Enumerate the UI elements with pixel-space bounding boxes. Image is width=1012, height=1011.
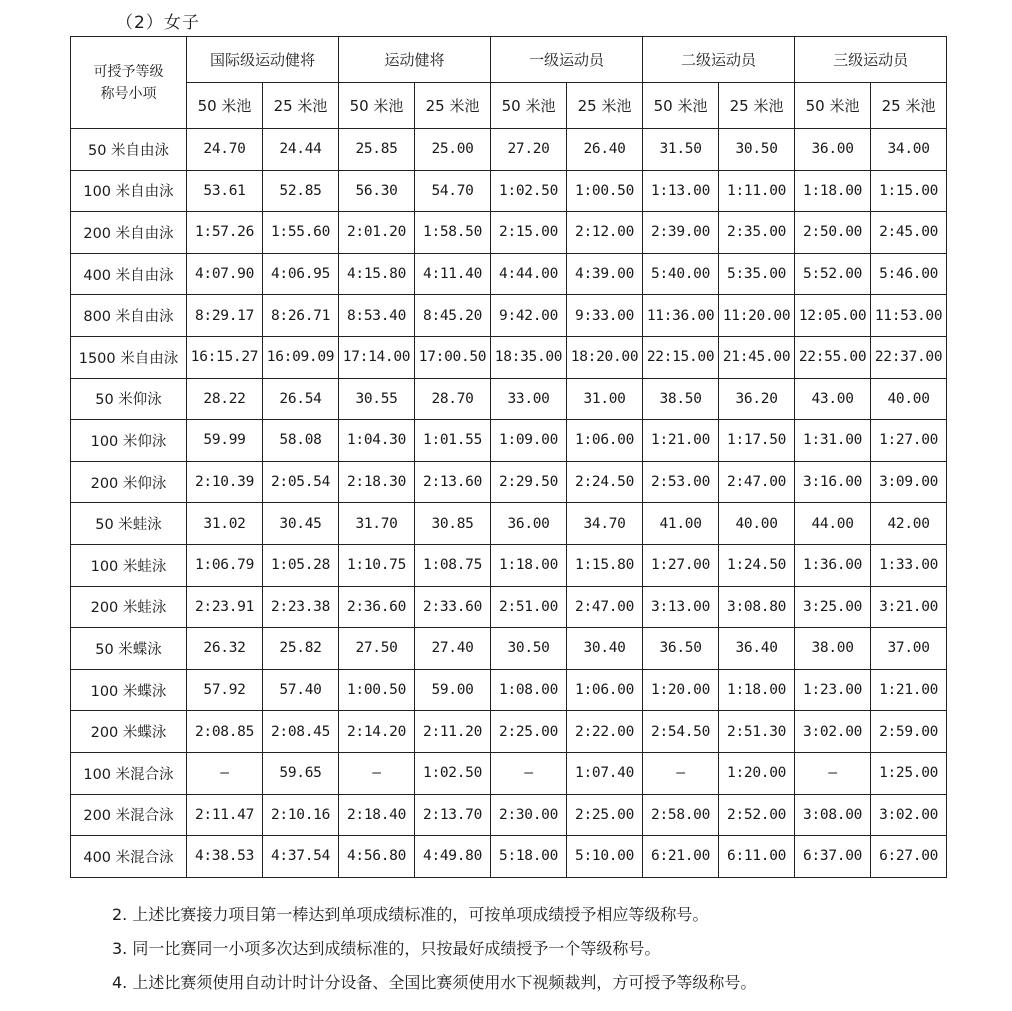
time-standard-cell: 36.50 [643, 628, 719, 670]
time-standard-cell: 2:14.20 [339, 711, 415, 753]
time-standard-cell: 1:11.00 [719, 170, 795, 212]
time-standard-cell: 57.40 [263, 669, 339, 711]
time-standard-cell: 1:21.00 [643, 420, 719, 462]
time-standard-cell: 31.50 [643, 129, 719, 171]
event-name-cell: 100 米蛙泳 [71, 544, 187, 586]
time-standard-cell: 24.70 [187, 129, 263, 171]
time-standard-cell: 5:35.00 [719, 253, 795, 295]
time-standard-cell: 25.00 [415, 129, 491, 171]
note-item: 4. 上述比赛须使用自动计时计分设备、全国比赛须使用水下视频裁判，方可授予等级称号。 [112, 973, 757, 992]
time-standard-cell: 1:27.00 [643, 544, 719, 586]
time-standard-cell: 1:58.50 [415, 212, 491, 254]
time-standard-cell: 1:57.26 [187, 212, 263, 254]
time-standard-cell: 1:08.00 [491, 669, 567, 711]
time-standard-cell: 40.00 [871, 378, 947, 420]
table-row [71, 752, 947, 794]
time-standard-cell: 5:18.00 [491, 836, 567, 878]
time-standard-cell: 4:37.54 [263, 836, 339, 878]
time-standard-cell: 6:21.00 [643, 836, 719, 878]
time-standard-cell: 1:15.80 [567, 544, 643, 586]
pool-header-row [71, 83, 947, 129]
table-row [71, 669, 947, 711]
grade-header-row [71, 37, 947, 83]
time-standard-cell: 30.85 [415, 503, 491, 545]
time-standard-cell: 26.40 [567, 129, 643, 171]
time-standard-cell: 22:55.00 [795, 336, 871, 378]
time-standard-cell: 4:39.00 [567, 253, 643, 295]
time-standard-cell: 4:06.95 [263, 253, 339, 295]
event-name-cell: 100 米仰泳 [71, 420, 187, 462]
table-row [71, 544, 947, 586]
event-name-cell: 50 米蛙泳 [71, 503, 187, 545]
time-standard-cell: 59.65 [263, 752, 339, 794]
time-standard-cell: 40.00 [719, 503, 795, 545]
table-row [71, 170, 947, 212]
pool-header-25m: 25 米池 [567, 83, 643, 129]
time-standard-cell: — [339, 752, 415, 794]
time-standard-cell: 1:33.00 [871, 544, 947, 586]
time-standard-cell: 59.99 [187, 420, 263, 462]
time-standard-cell: 4:15.80 [339, 253, 415, 295]
time-standard-cell: 3:25.00 [795, 586, 871, 628]
time-standard-cell: 5:10.00 [567, 836, 643, 878]
corner-header-line1: 可授予等级 [93, 63, 164, 80]
time-standard-cell: 2:24.50 [567, 461, 643, 503]
time-standard-cell: 22:37.00 [871, 336, 947, 378]
time-standard-cell: 1:01.55 [415, 420, 491, 462]
event-name-cell: 50 米自由泳 [71, 129, 187, 171]
table-row [71, 129, 947, 171]
time-standard-cell: 27.20 [491, 129, 567, 171]
grade-header-third-class: 三级运动员 [795, 37, 947, 83]
time-standard-cell: 1:36.00 [795, 544, 871, 586]
time-standard-cell: — [795, 752, 871, 794]
time-standard-cell: 2:54.50 [643, 711, 719, 753]
note-item: 2. 上述比赛接力项目第一棒达到单项成绩标准的，可按单项成绩授予相应等级称号。 [112, 905, 709, 924]
time-standard-cell: 3:21.00 [871, 586, 947, 628]
event-name-cell: 50 米蝶泳 [71, 628, 187, 670]
time-standard-cell: 8:26.71 [263, 295, 339, 337]
time-standard-cell: 28.70 [415, 378, 491, 420]
time-standard-cell: 18:35.00 [491, 336, 567, 378]
time-standard-cell: 33.00 [491, 378, 567, 420]
time-standard-cell: 1:05.28 [263, 544, 339, 586]
time-standard-cell: 43.00 [795, 378, 871, 420]
time-standard-cell: 36.00 [795, 129, 871, 171]
time-standard-cell: 2:35.00 [719, 212, 795, 254]
time-standard-cell: 2:47.00 [567, 586, 643, 628]
time-standard-cell: 2:18.30 [339, 461, 415, 503]
time-standard-cell: 2:10.39 [187, 461, 263, 503]
time-standard-cell: 1:00.50 [339, 669, 415, 711]
time-standard-cell: 2:11.20 [415, 711, 491, 753]
event-name-cell: 100 米自由泳 [71, 170, 187, 212]
time-standard-cell: 1:08.75 [415, 544, 491, 586]
pool-header-50m: 50 米池 [795, 83, 871, 129]
time-standard-cell: 31.02 [187, 503, 263, 545]
time-standard-cell: 12:05.00 [795, 295, 871, 337]
time-standard-cell: 1:06.00 [567, 669, 643, 711]
pool-header-50m: 50 米池 [643, 83, 719, 129]
time-standard-cell: 2:33.60 [415, 586, 491, 628]
pool-header-25m: 25 米池 [415, 83, 491, 129]
time-standard-cell: 5:46.00 [871, 253, 947, 295]
event-name-cell: 200 米仰泳 [71, 461, 187, 503]
time-standard-cell: 1:17.50 [719, 420, 795, 462]
time-standard-cell: 2:29.50 [491, 461, 567, 503]
time-standard-cell: 34.00 [871, 129, 947, 171]
time-standard-cell: 2:58.00 [643, 794, 719, 836]
time-standard-cell: 4:44.00 [491, 253, 567, 295]
time-standard-cell: 2:13.70 [415, 794, 491, 836]
time-standard-cell: 28.22 [187, 378, 263, 420]
time-standard-cell: 11:20.00 [719, 295, 795, 337]
time-standard-cell: 2:25.00 [491, 711, 567, 753]
grade-header-master: 运动健将 [339, 37, 491, 83]
table-row [71, 628, 947, 670]
time-standard-cell: 1:25.00 [871, 752, 947, 794]
event-name-cell: 200 米混合泳 [71, 794, 187, 836]
time-standard-cell: 3:09.00 [871, 461, 947, 503]
time-standard-cell: 2:45.00 [871, 212, 947, 254]
time-standard-cell: 1:24.50 [719, 544, 795, 586]
time-standard-cell: 8:45.20 [415, 295, 491, 337]
time-standard-cell: 2:47.00 [719, 461, 795, 503]
time-standard-cell: 1:18.00 [719, 669, 795, 711]
time-standard-cell: 2:12.00 [567, 212, 643, 254]
time-standard-cell: 2:08.85 [187, 711, 263, 753]
time-standard-cell: 52.85 [263, 170, 339, 212]
time-standard-cell: 9:42.00 [491, 295, 567, 337]
time-standard-cell: 1:20.00 [719, 752, 795, 794]
time-standard-cell: 58.08 [263, 420, 339, 462]
time-standard-cell: 3:08.80 [719, 586, 795, 628]
time-standard-cell: 17:00.50 [415, 336, 491, 378]
time-standard-cell: 21:45.00 [719, 336, 795, 378]
grade-standards-table [70, 36, 947, 878]
time-standard-cell: — [643, 752, 719, 794]
time-standard-cell: — [491, 752, 567, 794]
time-standard-cell: 31.70 [339, 503, 415, 545]
table-row [71, 253, 947, 295]
time-standard-cell: 42.00 [871, 503, 947, 545]
event-name-cell: 400 米混合泳 [71, 836, 187, 878]
pool-header-25m: 25 米池 [719, 83, 795, 129]
time-standard-cell: 2:13.60 [415, 461, 491, 503]
time-standard-cell: 1:21.00 [871, 669, 947, 711]
time-standard-cell: 2:22.00 [567, 711, 643, 753]
time-standard-cell: 11:36.00 [643, 295, 719, 337]
time-standard-cell: 1:18.00 [795, 170, 871, 212]
section-title: （2）女子 [116, 13, 200, 33]
time-standard-cell: 2:23.91 [187, 586, 263, 628]
time-standard-cell: 1:07.40 [567, 752, 643, 794]
table-row [71, 586, 947, 628]
time-standard-cell: 5:52.00 [795, 253, 871, 295]
time-standard-cell: 18:20.00 [567, 336, 643, 378]
time-standard-cell: 27.40 [415, 628, 491, 670]
table-row [71, 461, 947, 503]
time-standard-cell: 36.40 [719, 628, 795, 670]
time-standard-cell: 36.00 [491, 503, 567, 545]
time-standard-cell: 8:29.17 [187, 295, 263, 337]
time-standard-cell: 2:30.00 [491, 794, 567, 836]
time-standard-cell: 17:14.00 [339, 336, 415, 378]
notes [112, 898, 756, 1000]
time-standard-cell: 2:10.16 [263, 794, 339, 836]
table-row [71, 336, 947, 378]
pool-header-50m: 50 米池 [491, 83, 567, 129]
time-standard-cell: 1:00.50 [567, 170, 643, 212]
time-standard-cell: 22:15.00 [643, 336, 719, 378]
time-standard-cell: 36.20 [719, 378, 795, 420]
time-standard-cell: 59.00 [415, 669, 491, 711]
note-item: 3. 同一比赛同一小项多次达到成绩标准的，只按最好成绩授予一个等级称号。 [112, 939, 661, 958]
event-name-cell: 200 米蛙泳 [71, 586, 187, 628]
time-standard-cell: — [187, 752, 263, 794]
time-standard-cell: 1:06.00 [567, 420, 643, 462]
grade-header-international-master: 国际级运动健将 [187, 37, 339, 83]
time-standard-cell: 1:27.00 [871, 420, 947, 462]
grade-header-first-class: 一级运动员 [491, 37, 643, 83]
time-standard-cell: 1:09.00 [491, 420, 567, 462]
time-standard-cell: 6:27.00 [871, 836, 947, 878]
table-row [71, 295, 947, 337]
pool-header-25m: 25 米池 [871, 83, 947, 129]
time-standard-cell: 1:13.00 [643, 170, 719, 212]
time-standard-cell: 27.50 [339, 628, 415, 670]
time-standard-cell: 4:56.80 [339, 836, 415, 878]
table-row [71, 212, 947, 254]
event-name-cell: 800 米自由泳 [71, 295, 187, 337]
time-standard-cell: 1:02.50 [415, 752, 491, 794]
time-standard-cell: 2:51.30 [719, 711, 795, 753]
time-standard-cell: 44.00 [795, 503, 871, 545]
table-row [71, 711, 947, 753]
time-standard-cell: 3:08.00 [795, 794, 871, 836]
time-standard-cell: 2:39.00 [643, 212, 719, 254]
time-standard-cell: 4:07.90 [187, 253, 263, 295]
table-row [71, 836, 947, 878]
time-standard-cell: 30.50 [719, 129, 795, 171]
event-name-cell: 100 米混合泳 [71, 752, 187, 794]
pool-header-50m: 50 米池 [187, 83, 263, 129]
time-standard-cell: 30.55 [339, 378, 415, 420]
time-standard-cell: 1:10.75 [339, 544, 415, 586]
table-row [71, 794, 947, 836]
time-standard-cell: 1:55.60 [263, 212, 339, 254]
time-standard-cell: 2:08.45 [263, 711, 339, 753]
time-standard-cell: 2:59.00 [871, 711, 947, 753]
time-standard-cell: 16:15.27 [187, 336, 263, 378]
time-standard-cell: 2:11.47 [187, 794, 263, 836]
time-standard-cell: 2:50.00 [795, 212, 871, 254]
time-standard-cell: 1:04.30 [339, 420, 415, 462]
corner-header-line2: 称号小项 [100, 85, 157, 102]
time-standard-cell: 30.50 [491, 628, 567, 670]
table-row [71, 420, 947, 462]
time-standard-cell: 31.00 [567, 378, 643, 420]
grade-header-second-class: 二级运动员 [643, 37, 795, 83]
pool-header-25m: 25 米池 [263, 83, 339, 129]
time-standard-cell: 53.61 [187, 170, 263, 212]
time-standard-cell: 34.70 [567, 503, 643, 545]
time-standard-cell: 1:18.00 [491, 544, 567, 586]
time-standard-cell: 38.50 [643, 378, 719, 420]
time-standard-cell: 4:49.80 [415, 836, 491, 878]
event-name-cell: 400 米自由泳 [71, 253, 187, 295]
event-name-cell: 1500 米自由泳 [71, 336, 187, 378]
time-standard-cell: 2:36.60 [339, 586, 415, 628]
time-standard-cell: 2:23.38 [263, 586, 339, 628]
time-standard-cell: 1:06.79 [187, 544, 263, 586]
time-standard-cell: 30.45 [263, 503, 339, 545]
event-name-cell: 100 米蝶泳 [71, 669, 187, 711]
time-standard-cell: 3:16.00 [795, 461, 871, 503]
time-standard-cell: 26.54 [263, 378, 339, 420]
table-row [71, 378, 947, 420]
time-standard-cell: 2:51.00 [491, 586, 567, 628]
time-standard-cell: 3:02.00 [871, 794, 947, 836]
time-standard-cell: 11:53.00 [871, 295, 947, 337]
time-standard-cell: 1:23.00 [795, 669, 871, 711]
time-standard-cell: 5:40.00 [643, 253, 719, 295]
time-standard-cell: 1:15.00 [871, 170, 947, 212]
time-standard-cell: 37.00 [871, 628, 947, 670]
time-standard-cell: 30.40 [567, 628, 643, 670]
table-row [71, 503, 947, 545]
time-standard-cell: 57.92 [187, 669, 263, 711]
time-standard-cell: 2:05.54 [263, 461, 339, 503]
time-standard-cell: 4:11.40 [415, 253, 491, 295]
time-standard-cell: 2:52.00 [719, 794, 795, 836]
time-standard-cell: 2:15.00 [491, 212, 567, 254]
event-name-cell: 200 米蝶泳 [71, 711, 187, 753]
time-standard-cell: 4:38.53 [187, 836, 263, 878]
time-standard-cell: 2:01.20 [339, 212, 415, 254]
time-standard-cell: 1:02.50 [491, 170, 567, 212]
time-standard-cell: 24.44 [263, 129, 339, 171]
time-standard-cell: 6:37.00 [795, 836, 871, 878]
event-name-cell: 200 米自由泳 [71, 212, 187, 254]
time-standard-cell: 54.70 [415, 170, 491, 212]
pool-header-50m: 50 米池 [339, 83, 415, 129]
time-standard-cell: 3:02.00 [795, 711, 871, 753]
time-standard-cell: 1:20.00 [643, 669, 719, 711]
time-standard-cell: 2:25.00 [567, 794, 643, 836]
time-standard-cell: 2:18.40 [339, 794, 415, 836]
time-standard-cell: 56.30 [339, 170, 415, 212]
time-standard-cell: 16:09.09 [263, 336, 339, 378]
time-standard-cell: 38.00 [795, 628, 871, 670]
time-standard-cell: 26.32 [187, 628, 263, 670]
time-standard-cell: 9:33.00 [567, 295, 643, 337]
time-standard-cell: 41.00 [643, 503, 719, 545]
time-standard-cell: 3:13.00 [643, 586, 719, 628]
corner-header-cell [71, 37, 187, 129]
time-standard-cell: 6:11.00 [719, 836, 795, 878]
time-standard-cell: 1:31.00 [795, 420, 871, 462]
time-standard-cell: 25.82 [263, 628, 339, 670]
time-standard-cell: 25.85 [339, 129, 415, 171]
event-name-cell: 50 米仰泳 [71, 378, 187, 420]
time-standard-cell: 8:53.40 [339, 295, 415, 337]
time-standard-cell: 2:53.00 [643, 461, 719, 503]
